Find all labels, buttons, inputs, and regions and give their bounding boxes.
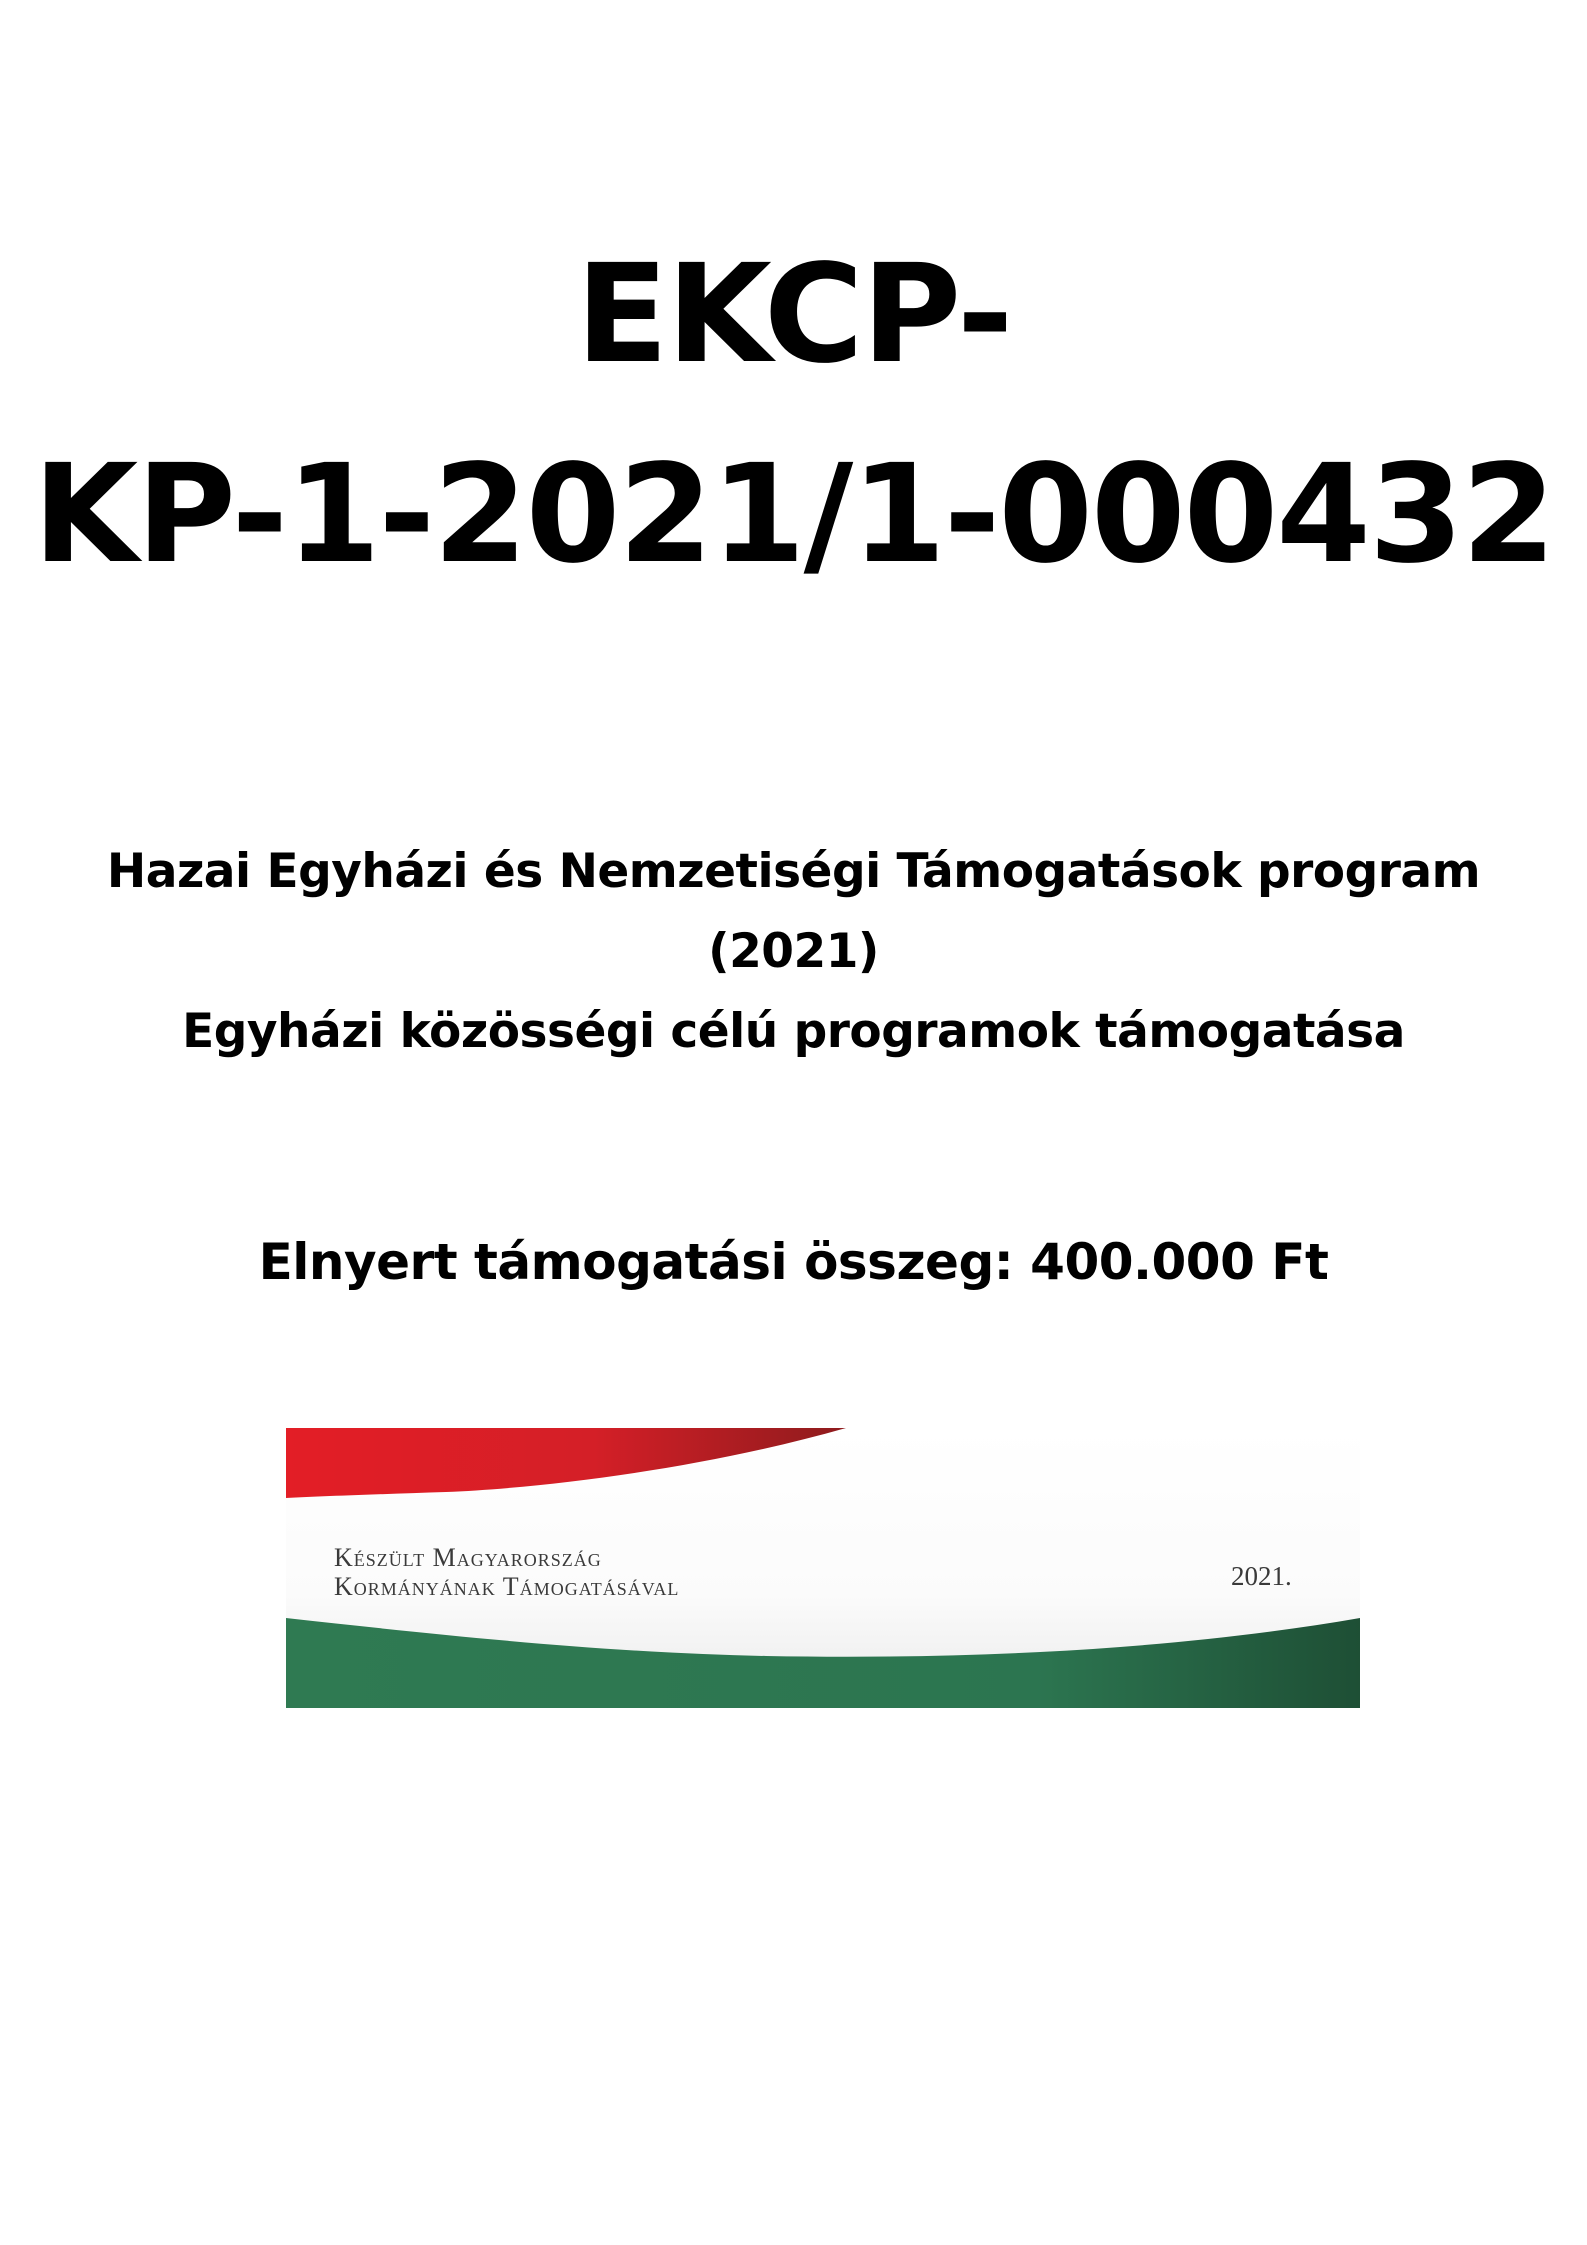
project-id-title [0, 215, 1587, 615]
program-name-line: Hazai Egyházi és Nemzetiségi Támogatások program [106, 844, 1481, 899]
government-support-banner [286, 1428, 1360, 1708]
program-purpose-line: Egyházi közösségi célú programok támogatása [182, 1004, 1405, 1059]
title-line-2: KP-1-2021/1-000432 [32, 436, 1555, 594]
banner-year: 2021. [1231, 1561, 1292, 1591]
program-description [0, 832, 1587, 1072]
awarded-amount: Elnyert támogatási összeg: 400.000 Ft [258, 1233, 1329, 1291]
program-year-line: (2021) [708, 924, 879, 979]
banner-graphic [286, 1428, 1360, 1708]
banner-text-line-1: Készült Magyarország [334, 1543, 602, 1572]
title-line-1: EKCP- [575, 236, 1012, 394]
banner-text-line-2: Kormányának Támogatásával [334, 1572, 680, 1601]
